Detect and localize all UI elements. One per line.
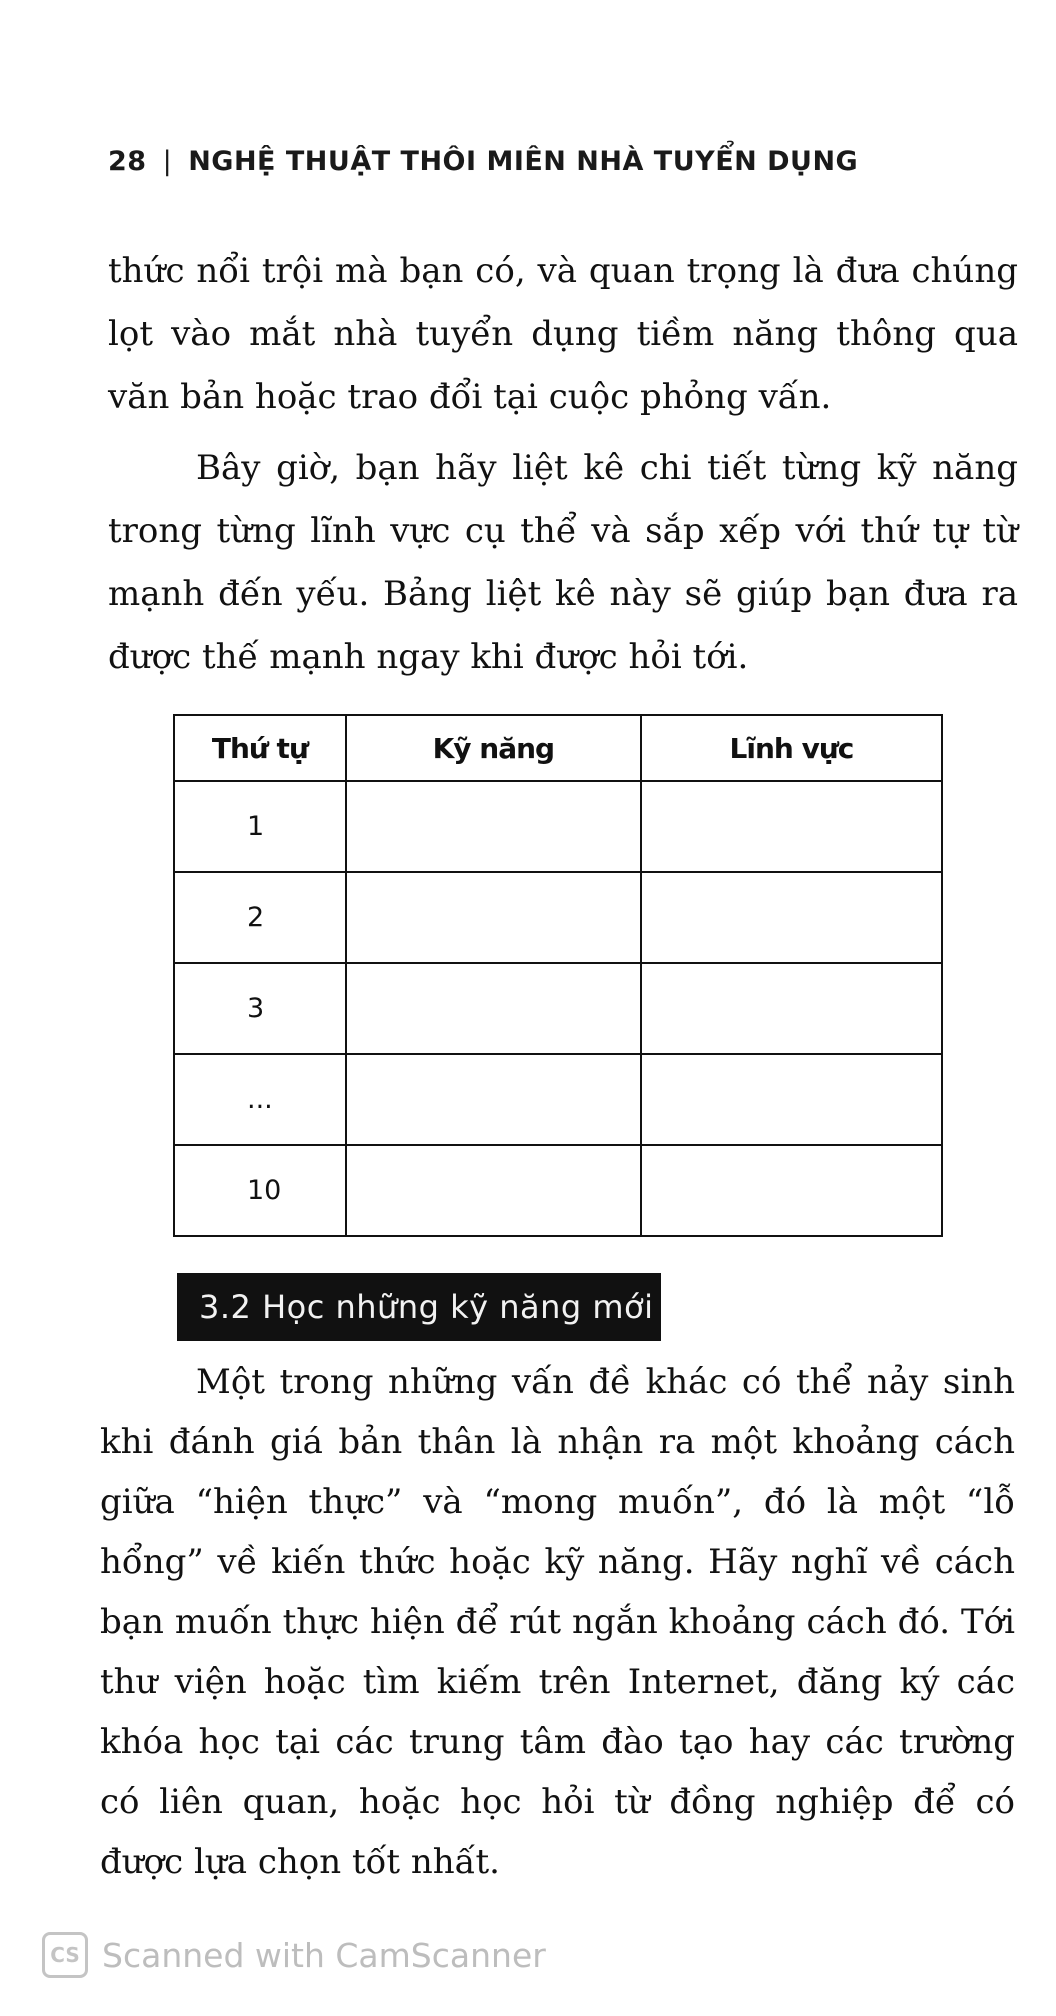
- order-cell: 3: [174, 963, 346, 1054]
- table-row: [174, 1145, 942, 1236]
- order-cell: 1: [174, 781, 346, 872]
- camscanner-logo-icon: CS: [42, 1932, 88, 1978]
- skill-cell: [346, 1145, 641, 1236]
- table-row: [174, 1054, 942, 1145]
- skill-cell: [346, 963, 641, 1054]
- paragraph-instructions: Bây giờ, bạn hãy liệt kê chi tiết từng kỹ năng trong từng lĩnh vực cụ thể và sắp xếp với thứ tự từ mạnh đến yếu. Bảng liệt kê này sẽ giúp bạn đưa ra được thế mạnh ngay khi được hỏi tới.: [108, 448, 1018, 677]
- order-cell: 10: [174, 1145, 346, 1236]
- table-row: [174, 781, 942, 872]
- column-header-order: Thứ tự: [174, 715, 346, 781]
- field-cell: [641, 1145, 942, 1236]
- order-cell: ...: [174, 1054, 346, 1145]
- table-row: [174, 963, 942, 1054]
- paragraph-continuation: thức nổi trội mà bạn có, và quan trọng là đưa chúng lọt vào mắt nhà tuyển dụng tiềm năng thông qua văn bản hoặc trao đổi tại cuộc phỏng vấn.: [108, 251, 1018, 417]
- paragraph-section-body: Một trong những vấn đề khác có thể nảy sinh khi đánh giá bản thân là nhận ra một khoảng cách giữa “hiện thực” và “mong muốn”, đó là một “lỗ hổng” về kiến thức hoặc kỹ năng. Hãy nghĩ về cách bạn muốn thực hiện để rút ngắn khoảng cách đó. Tới thư viện hoặc tìm kiếm trên Internet, đăng ký các khóa học tại các trung tâm đào tạo hay các trường có liên quan, hoặc học hỏi từ đồng nghiệp để có được lựa chọn tốt nhất.: [100, 1362, 1015, 1882]
- field-cell: [641, 872, 942, 963]
- scanner-text: Scanned with CamScanner: [102, 1935, 546, 1975]
- page-number: 28: [108, 146, 147, 177]
- book-title: NGHỆ THUẬT THÔI MIÊN NHÀ TUYỂN DỤNG: [188, 146, 859, 177]
- camscanner-watermark: [42, 1932, 546, 1978]
- header-separator: |: [162, 146, 173, 177]
- table-header-row: [174, 715, 942, 781]
- field-cell: [641, 963, 942, 1054]
- skill-cell: [346, 1054, 641, 1145]
- column-header-field: Lĩnh vực: [641, 715, 942, 781]
- table-row: [174, 872, 942, 963]
- column-header-skill: Kỹ năng: [346, 715, 641, 781]
- running-header: [108, 146, 858, 177]
- section-heading: 3.2 Học những kỹ năng mới: [177, 1273, 661, 1341]
- field-cell: [641, 781, 942, 872]
- skill-cell: [346, 872, 641, 963]
- order-cell: 2: [174, 872, 346, 963]
- field-cell: [641, 1054, 942, 1145]
- skill-cell: [346, 781, 641, 872]
- skills-table: [173, 714, 943, 1237]
